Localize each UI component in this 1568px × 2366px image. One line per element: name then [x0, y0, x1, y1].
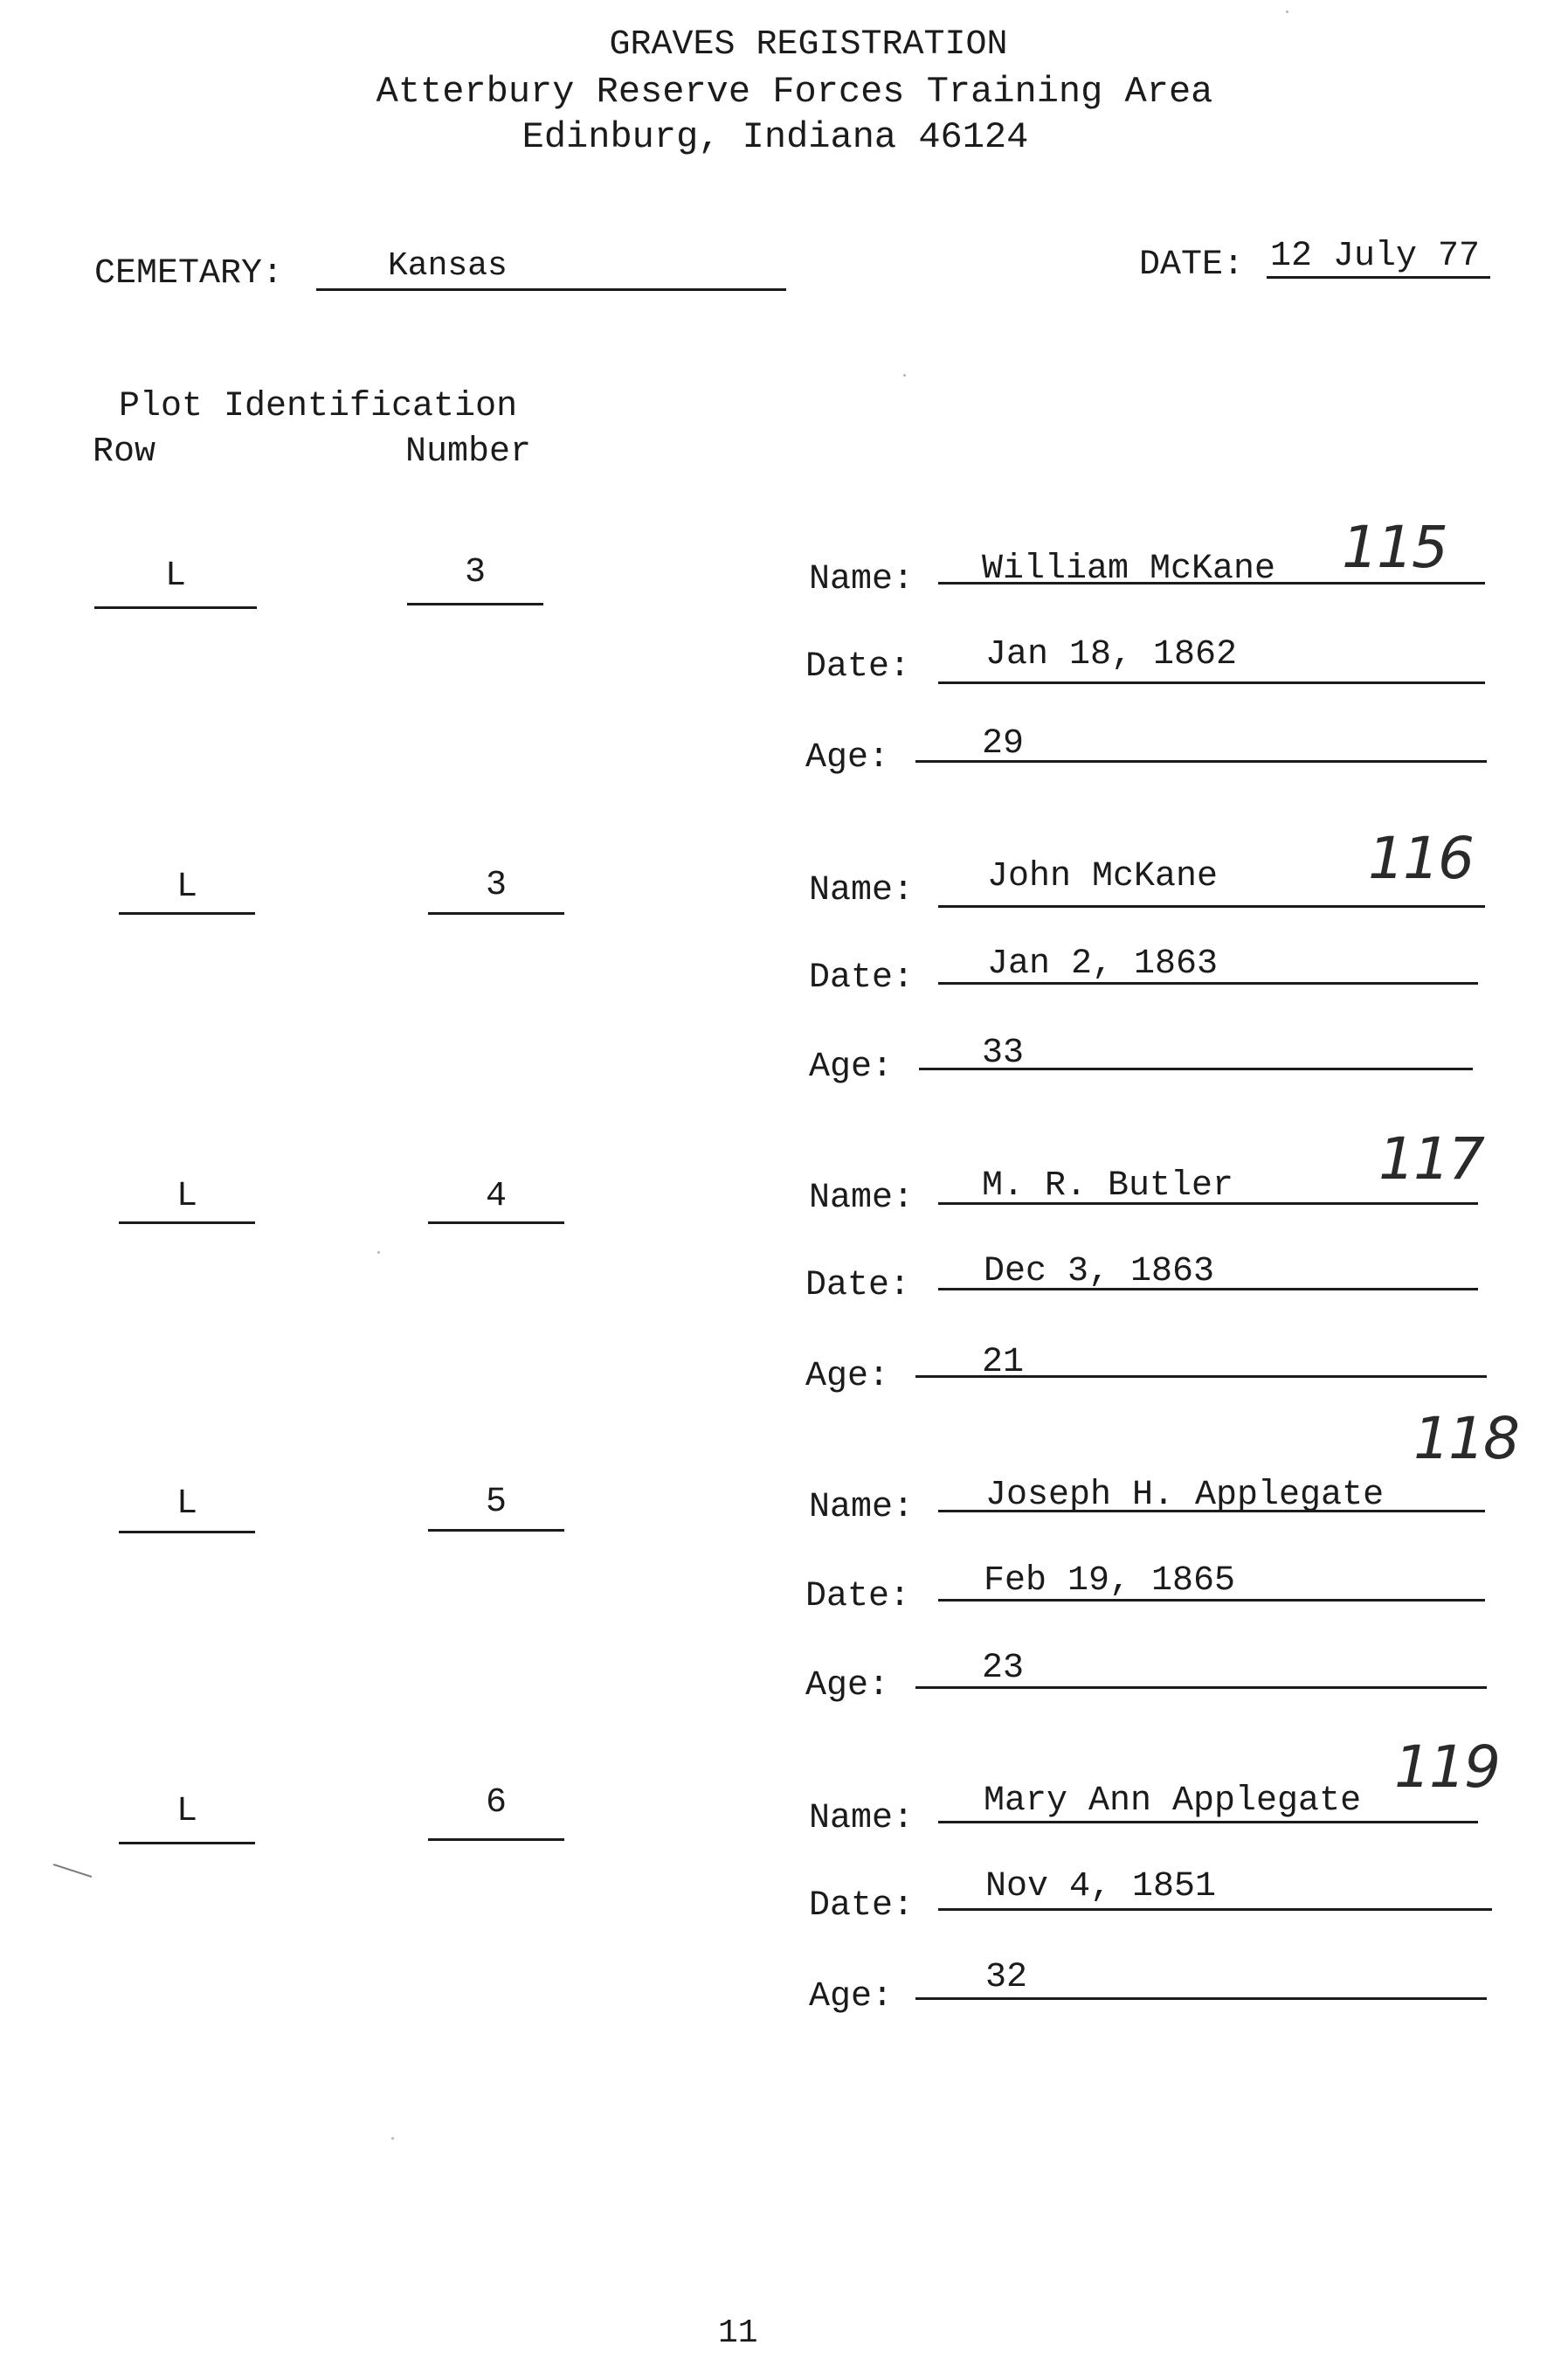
number-underline: [428, 1221, 564, 1224]
entry-name-value: M. R. Butler: [982, 1166, 1234, 1206]
age-underline: [915, 1997, 1487, 2000]
name-underline: [938, 582, 1485, 585]
date-field-underline: [938, 1288, 1478, 1290]
date-field-label: Date:: [805, 1266, 911, 1305]
handwritten-entry-number: 116: [1368, 825, 1473, 892]
name-underline: [938, 1510, 1485, 1512]
entry-row-value: L: [176, 1177, 197, 1216]
plot-heading: Plot Identification: [119, 387, 518, 426]
name-underline: [938, 1202, 1478, 1205]
entry-row-value: L: [176, 1792, 197, 1831]
entry-date-value: Jan 18, 1862: [985, 635, 1238, 675]
date-field-label: Date:: [805, 1577, 911, 1616]
age-label: Age:: [805, 738, 890, 778]
cemetery-underline: [316, 288, 786, 291]
age-label: Age:: [805, 1357, 890, 1396]
entry-row-value: L: [164, 557, 186, 596]
age-underline: [915, 1375, 1487, 1378]
number-underline: [428, 912, 564, 915]
age-underline: [915, 760, 1487, 763]
entry-row-value: L: [176, 1484, 197, 1524]
date-field-underline: [938, 982, 1478, 985]
age-underline: [919, 1068, 1473, 1070]
age-underline: [915, 1686, 1487, 1689]
entry-name-value: Joseph H. Applegate: [985, 1476, 1385, 1515]
date-field-label: Date:: [805, 647, 911, 687]
number-underline: [428, 1838, 564, 1841]
scan-speck: [903, 374, 906, 377]
date-field-underline: [938, 1908, 1492, 1911]
entry-age-value: 33: [982, 1034, 1025, 1073]
scan-speck: [391, 2137, 394, 2140]
entry-age-value: 32: [985, 1958, 1028, 1997]
date-field-label: Date:: [809, 1886, 915, 1926]
entry-number-value: 3: [464, 553, 486, 592]
scan-mark: [53, 1864, 92, 1878]
number-underline: [428, 1529, 564, 1532]
entry-name-value: John McKane: [987, 857, 1219, 896]
handwritten-entry-number: 115: [1342, 514, 1447, 581]
page-number: 11: [718, 2314, 758, 2352]
age-label: Age:: [805, 1666, 890, 1705]
entry-number-value: 6: [485, 1783, 507, 1823]
handwritten-entry-number: 117: [1378, 1125, 1483, 1193]
entry-date-value: Feb 19, 1865: [984, 1561, 1236, 1601]
date-field-label: Date:: [809, 958, 915, 998]
plot-row-heading: Row: [93, 432, 156, 472]
cemetery-value: Kansas: [388, 247, 508, 285]
name-label: Name:: [809, 1799, 915, 1838]
row-underline: [119, 1531, 255, 1533]
date-underline: [1267, 276, 1490, 279]
scan-speck: [1286, 10, 1288, 13]
document-address: Edinburg, Indiana 46124: [522, 116, 1029, 158]
date-label: DATE:: [1139, 246, 1245, 285]
entry-number-value: 4: [485, 1177, 507, 1216]
name-label: Name:: [809, 560, 915, 599]
row-underline: [94, 606, 257, 609]
name-underline: [938, 1821, 1478, 1823]
age-label: Age:: [809, 1977, 894, 2017]
handwritten-entry-number: 118: [1413, 1405, 1518, 1472]
date-field-underline: [938, 1599, 1485, 1602]
row-underline: [119, 1842, 255, 1844]
entry-row-value: L: [176, 868, 197, 907]
number-underline: [407, 603, 543, 605]
entry-age-value: 23: [982, 1649, 1025, 1688]
name-label: Name:: [809, 871, 915, 910]
document-subtitle: Atterbury Reserve Forces Training Area: [376, 71, 1213, 113]
plot-number-heading: Number: [405, 432, 532, 472]
row-underline: [119, 912, 255, 915]
scan-speck: [377, 1251, 380, 1254]
entry-age-value: 21: [982, 1343, 1025, 1382]
entry-age-value: 29: [982, 724, 1025, 764]
name-label: Name:: [809, 1179, 915, 1218]
cemetery-label: CEMETARY:: [94, 254, 284, 294]
handwritten-entry-number: 119: [1394, 1733, 1499, 1801]
entry-name-value: William McKane: [982, 550, 1276, 589]
date-field-underline: [938, 681, 1485, 684]
row-underline: [119, 1221, 255, 1224]
name-label: Name:: [809, 1488, 915, 1527]
entry-date-value: Jan 2, 1863: [987, 944, 1219, 984]
document-title: GRAVES REGISTRATION: [609, 25, 1008, 65]
date-value: 12 July 77: [1270, 237, 1481, 276]
entry-number-value: 3: [485, 866, 507, 905]
name-underline: [938, 905, 1485, 908]
entry-date-value: Nov 4, 1851: [985, 1867, 1217, 1906]
entry-name-value: Mary Ann Applegate: [984, 1781, 1362, 1821]
age-label: Age:: [809, 1048, 894, 1087]
entry-date-value: Dec 3, 1863: [984, 1252, 1215, 1291]
entry-number-value: 5: [485, 1483, 507, 1522]
